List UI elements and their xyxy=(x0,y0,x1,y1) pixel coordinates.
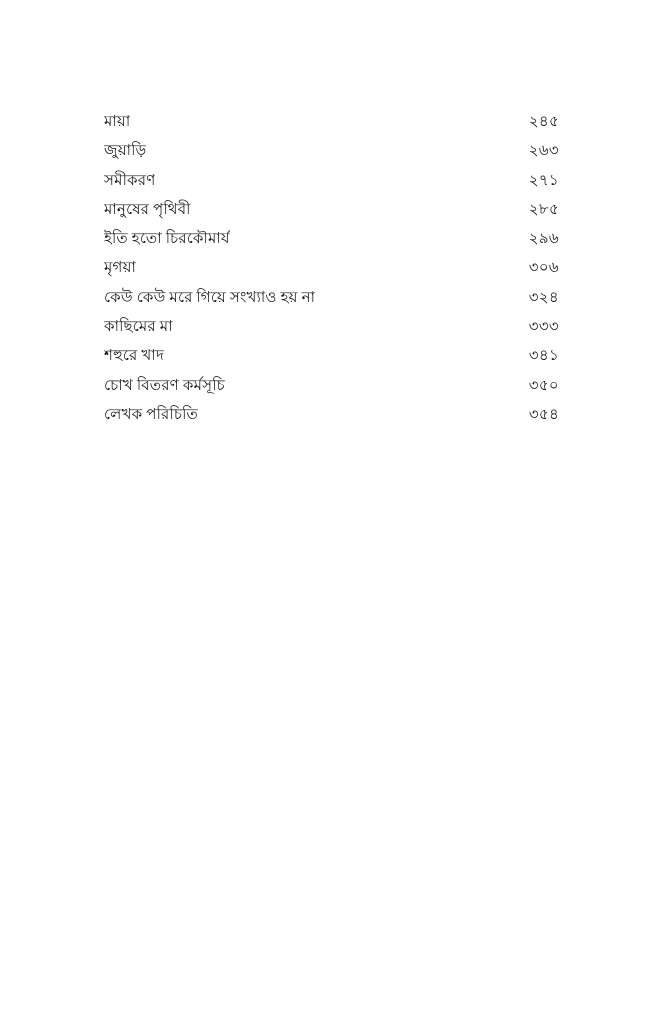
toc-entry-page-number: ৩৪১ xyxy=(528,347,559,365)
toc-entry-title: কেউ কেউ মরে গিয়ে সংখ্যাও হয় না xyxy=(104,288,316,306)
toc-entry-title: শহুরে খাদ xyxy=(104,347,164,365)
table-of-contents-list xyxy=(104,107,559,429)
toc-entry-title: ইতি হতো চিরকৌমার্য xyxy=(104,230,230,248)
toc-entry-title: মায়া xyxy=(104,113,131,130)
toc-entry xyxy=(104,107,559,136)
toc-entry-page-number: ২৮৫ xyxy=(528,200,559,218)
toc-entry-page-number: ২৭১ xyxy=(528,171,559,189)
toc-entry xyxy=(104,400,559,429)
toc-entry-title: লেখক পরিচিতি xyxy=(104,405,198,423)
toc-entry-title: মৃগয়া xyxy=(104,259,137,277)
toc-entry-title: কাছিমের মা xyxy=(104,318,173,336)
toc-entry-page-number: ৩৫০ xyxy=(528,376,559,394)
toc-entry-page-number: ২৯৬ xyxy=(528,230,559,248)
toc-entry-page-number: ২৬৩ xyxy=(528,142,559,160)
toc-entry-page-number: ৩৩৩ xyxy=(528,318,559,336)
toc-entry xyxy=(104,224,559,253)
toc-entry xyxy=(104,371,559,400)
toc-entry-page-number: ৩৫৪ xyxy=(528,405,559,423)
toc-entry-title: জুয়াড়ি xyxy=(104,142,147,160)
toc-entry xyxy=(104,253,559,282)
toc-entry-page-number: ২৪৫ xyxy=(528,113,559,130)
toc-entry xyxy=(104,341,559,370)
toc-entry-page-number: ৩০৬ xyxy=(528,259,559,277)
toc-entry xyxy=(104,312,559,341)
toc-entry-title: চোখ বিতরণ কর্মসূচি xyxy=(104,376,225,394)
toc-entry xyxy=(104,136,559,165)
toc-entry xyxy=(104,283,559,312)
toc-entry xyxy=(104,166,559,195)
toc-entry xyxy=(104,195,559,224)
toc-entry-page-number: ৩২৪ xyxy=(528,288,559,306)
toc-entry-title: মানুষের পৃথিবী xyxy=(104,200,191,218)
toc-entry-title: সমীকরণ xyxy=(104,171,156,189)
